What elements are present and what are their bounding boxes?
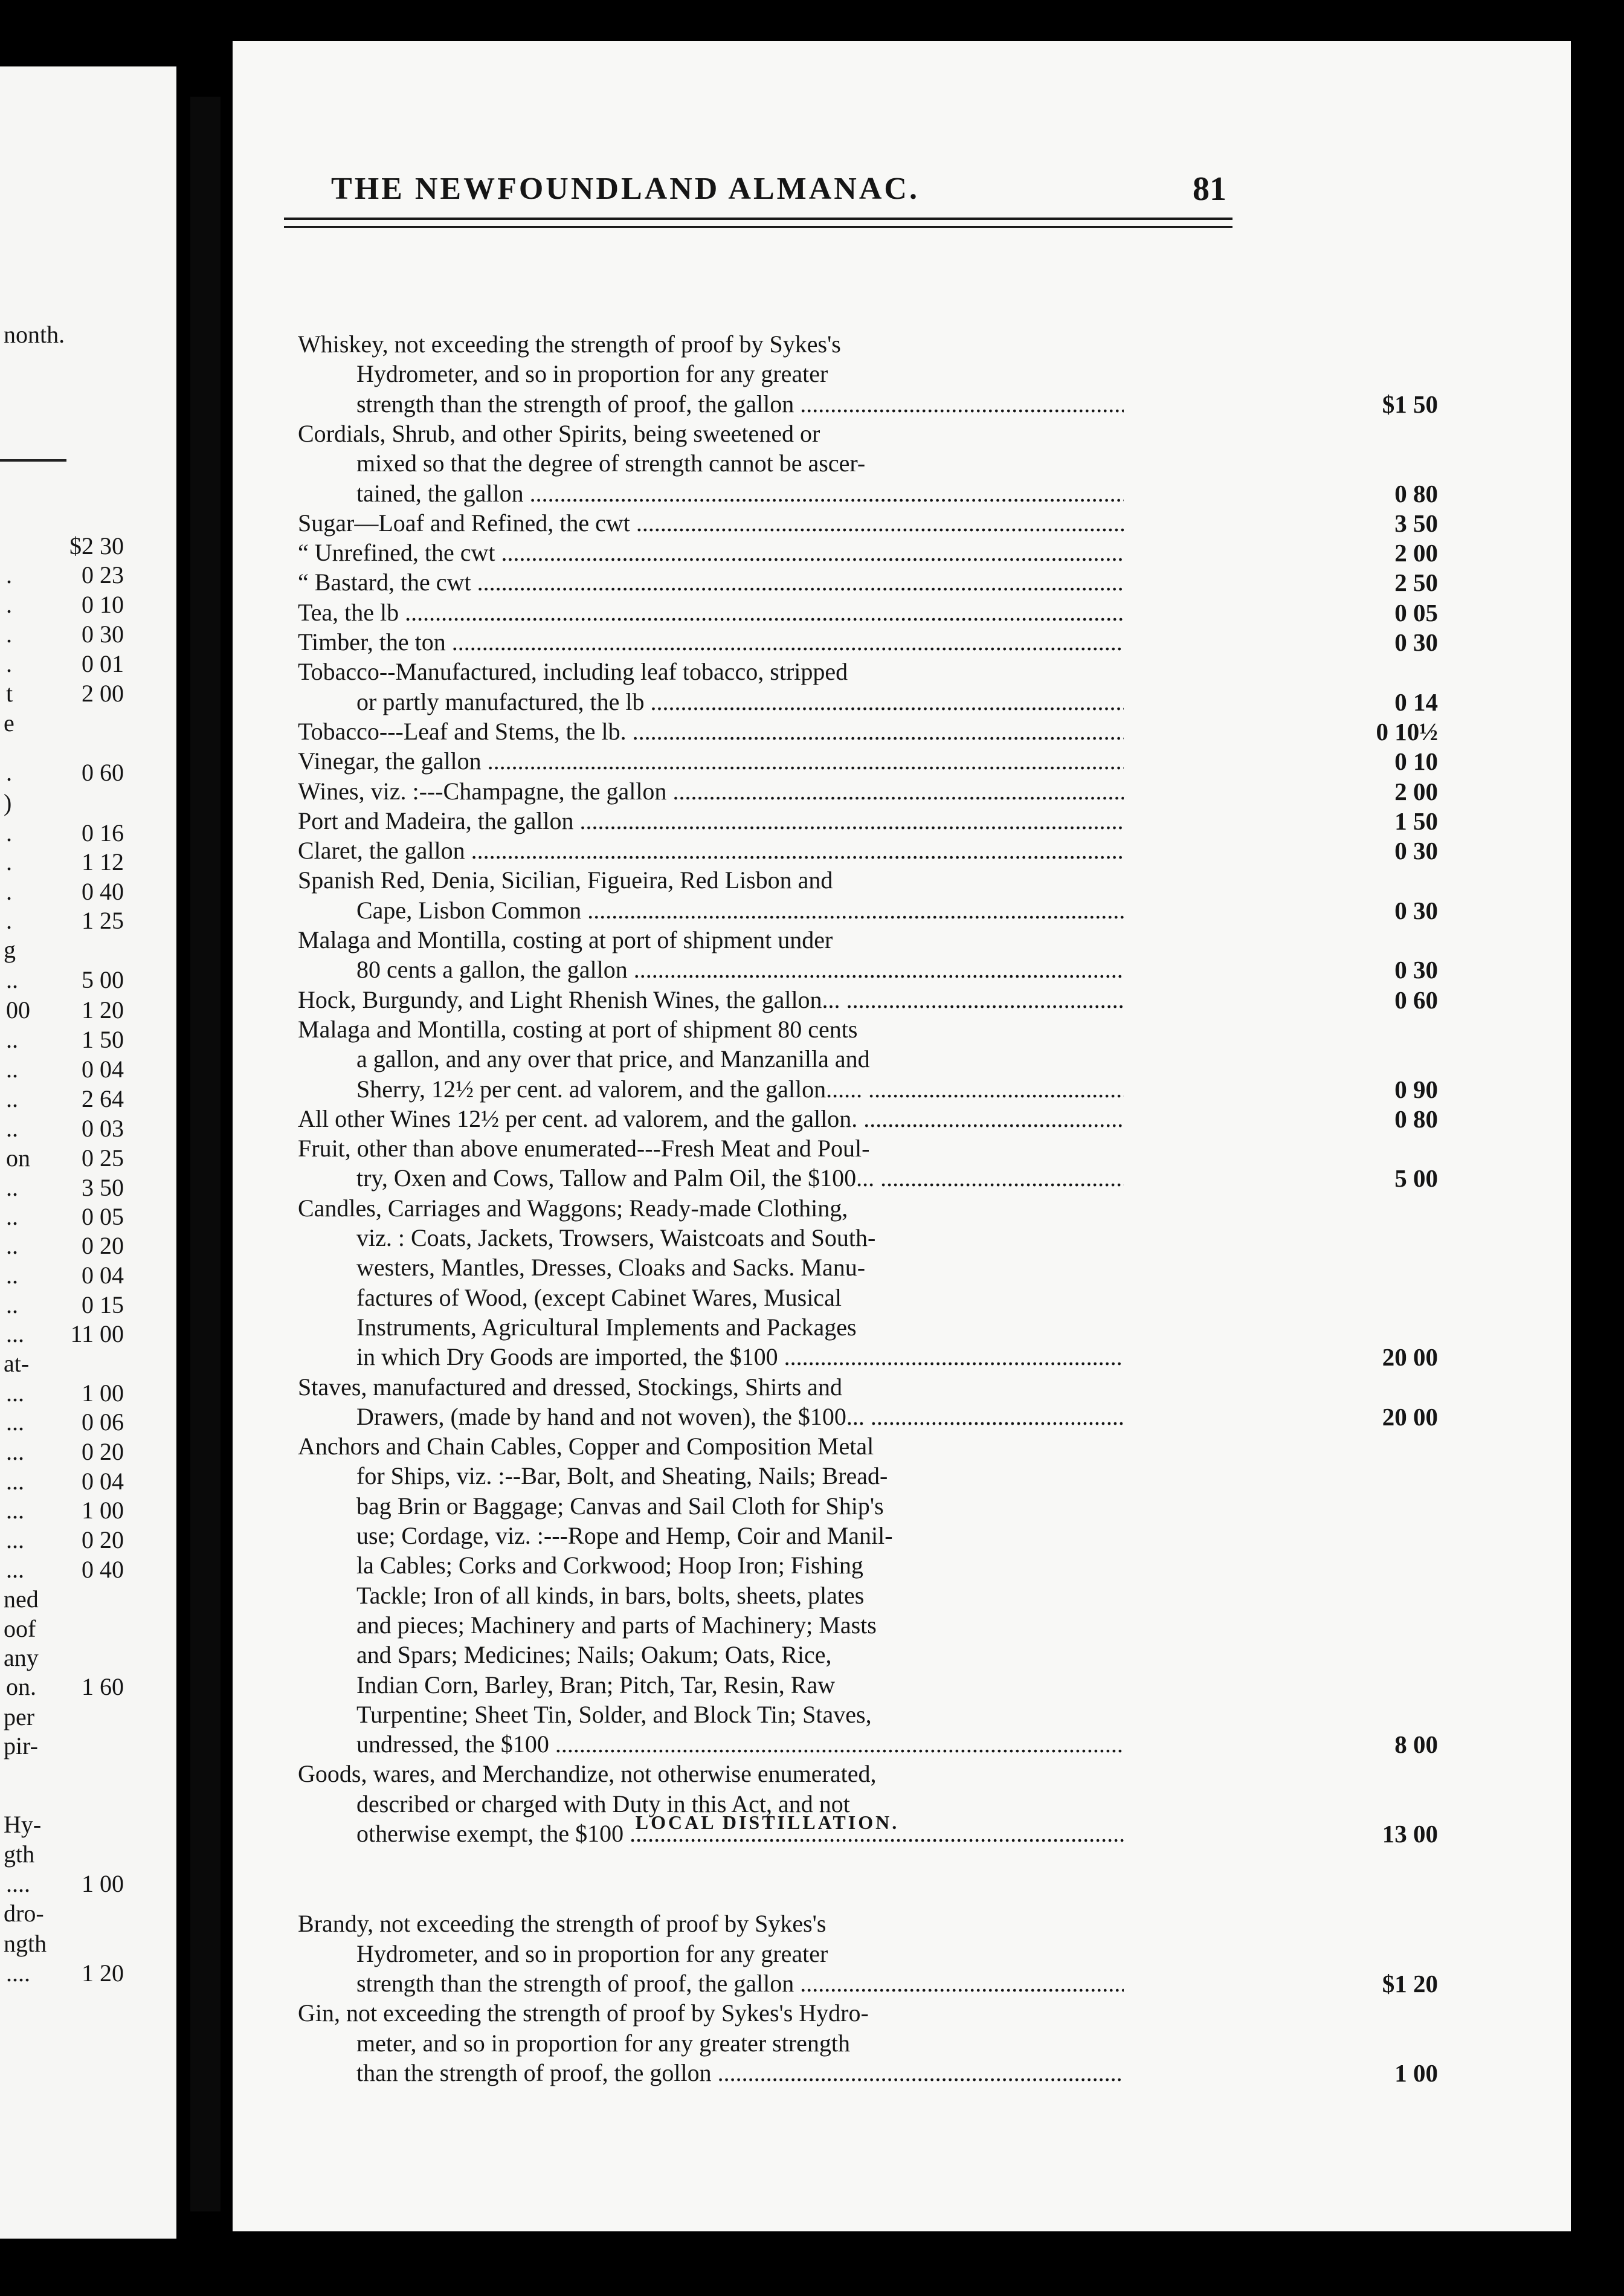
facing-page-text: .. [6, 1203, 18, 1230]
facing-page-text: ... [6, 1497, 24, 1524]
tariff-line [233, 657, 1571, 686]
tariff-line-text: mixed so that the degree of strength cannot be ascer- [356, 450, 866, 477]
tariff-line-text: bag Brin or Baggage; Canvas and Sail Cloth for Ship's [356, 1492, 884, 1520]
facing-page-value: 2 00 [82, 680, 124, 707]
tariff-line-text: Fruit, other than above enumerated---Fresh Meat and Poul- [298, 1135, 870, 1163]
tariff-line-duty: 0 80 [1394, 1104, 1438, 1133]
book-gutter [190, 97, 221, 2211]
tariff-line [233, 2029, 1571, 2058]
tariff-line-text: Staves, manufactured and dressed, Stockings, Shirts and [298, 1373, 842, 1401]
facing-page-value: 0 30 [82, 621, 124, 648]
tariff-line-duty: 13 00 [1382, 1820, 1438, 1848]
tariff-line-text: and pieces; Machinery and parts of Machinery; Masts [356, 1611, 877, 1639]
tariff-line-duty: $1 20 [1382, 1969, 1438, 1998]
facing-page-value: 0 20 [82, 1526, 124, 1553]
tariff-line-text: than the strength of proof, the gollon ..... [356, 2059, 1124, 2088]
tariff-line-text: use; Cordage, viz. :---Rope and Hemp, Coir and Manil- [356, 1522, 893, 1549]
facing-page-text: ... [6, 1408, 24, 1436]
facing-page-rule [0, 459, 66, 462]
tariff-line-text: Sugar—Loaf and Refined, the cwt ..... [298, 509, 1124, 538]
facing-page-text: . [6, 591, 12, 618]
facing-page-text: at- [4, 1350, 30, 1377]
tariff-line [233, 1462, 1571, 1491]
tariff-line-duty: 0 14 [1394, 688, 1438, 716]
facing-page-text: .. [6, 1115, 18, 1142]
tariff-line [233, 479, 1571, 508]
facing-page-value: 1 60 [82, 1673, 124, 1700]
tariff-line-duty: 2 00 [1394, 539, 1438, 567]
tariff-line-duty: 0 30 [1394, 837, 1438, 865]
tariff-line-text: westers, Mantles, Dresses, Cloaks and Sacks. Manu- [356, 1254, 866, 1282]
facing-page-value: 0 16 [82, 819, 124, 846]
tariff-line-text: Cordials, Shrub, and other Spirits, being sweetened or [298, 419, 820, 447]
tariff-line-text: la Cables; Corks and Corkwood; Hoop Iron; Fishing [356, 1552, 863, 1579]
facing-page-value: 1 00 [82, 1870, 124, 1897]
tariff-line-duty: 20 00 [1382, 1402, 1438, 1431]
tariff-line-duty: 0 30 [1394, 896, 1438, 924]
tariff-line-text: Whiskey, not exceeding the strength of proof by Sykes's [298, 331, 841, 358]
facing-page-text: pir- [4, 1732, 38, 1759]
facing-page-value: 0 03 [82, 1115, 124, 1142]
facing-page-text: . [6, 759, 12, 786]
facing-page-value: 2 64 [82, 1085, 124, 1112]
facing-page-text: ... [6, 1438, 24, 1465]
tariff-line [233, 1640, 1571, 1669]
facing-page-value: 0 25 [82, 1144, 124, 1172]
tariff-line-duty: 1 00 [1394, 2059, 1438, 2087]
tariff-line-duty: 0 30 [1394, 956, 1438, 984]
facing-page-text: .. [6, 1085, 18, 1112]
facing-page-text: . [6, 621, 12, 648]
tariff-line-text: meter, and so in proportion for any greater strength [356, 2029, 851, 2057]
tariff-line [233, 1343, 1571, 1372]
page-number: 81 [1193, 170, 1226, 208]
tariff-line-text: tained, the gallon ..... [356, 479, 1124, 508]
tariff-line [233, 1671, 1571, 1700]
facing-page-text: ) [4, 789, 12, 816]
tariff-line-text: or partly manufactured, the lb ..... [356, 688, 1124, 717]
tariff-line-text: Hydrometer, and so in proportion for any greater [356, 360, 828, 388]
facing-page-value: 0 23 [82, 561, 124, 589]
facing-page-value: 0 10 [82, 591, 124, 618]
tariff-line [233, 955, 1571, 984]
facing-page-value: 1 25 [82, 907, 124, 934]
tariff-line-text: “ Bastard, the cwt ..... [298, 568, 1124, 597]
facing-page-value: 0 04 [82, 1056, 124, 1083]
tariff-line [233, 1224, 1571, 1253]
tariff-line [233, 1611, 1571, 1640]
tariff-line-text: a gallon, and any over that price, and Manzanilla and [356, 1045, 870, 1073]
tariff-line-duty: 20 00 [1382, 1343, 1438, 1372]
facing-page-text: .. [6, 966, 18, 993]
tariff-line [233, 449, 1571, 478]
tariff-line [233, 1045, 1571, 1074]
facing-page-value: 0 04 [82, 1468, 124, 1495]
tariff-line-duty: 0 90 [1394, 1075, 1438, 1103]
tariff-line-text: “ Unrefined, the cwt ..... [298, 538, 1124, 567]
tariff-line-duty: 5 00 [1394, 1164, 1438, 1193]
facing-page-value: 0 20 [82, 1232, 124, 1259]
tariff-line [233, 985, 1571, 1014]
facing-page-text: .. [6, 1026, 18, 1053]
facing-page-value: 1 00 [82, 1497, 124, 1524]
tariff-line-text: Spanish Red, Denia, Sicilian, Figueira, Red Lisbon and [298, 866, 833, 894]
tariff-line-text: Sherry, 12½ per cent. ad valorem, and the gallon...... ..... [356, 1075, 1124, 1104]
tariff-line [233, 1313, 1571, 1342]
tariff-line [233, 747, 1571, 776]
tariff-line-text: Anchors and Chain Cables, Copper and Composition Metal [298, 1433, 874, 1460]
facing-page-text: per [4, 1703, 35, 1730]
facing-page-text: . [6, 561, 12, 589]
header-rule [284, 218, 1232, 228]
facing-page-text: . [6, 848, 12, 876]
tariff-line [233, 1164, 1571, 1193]
facing-page-text: t [6, 680, 13, 707]
tariff-line-text: Malaga and Montilla, costing at port of shipment 80 cents [298, 1015, 858, 1043]
tariff-line-duty: 0 10½ [1376, 717, 1438, 746]
facing-page-text: ... [6, 1556, 24, 1583]
facing-page-text: . [6, 650, 12, 677]
facing-page-value: 1 50 [82, 1026, 124, 1053]
tariff-line-text: Timber, the ton ..... [298, 628, 1124, 657]
tariff-line-text: Goods, wares, and Merchandize, not otherwise enumerated, [298, 1760, 877, 1788]
tariff-line [233, 1700, 1571, 1729]
tariff-line-text: Malaga and Montilla, costing at port of shipment under [298, 926, 833, 953]
tariff-line-text: described or charged with Duty in this Act, and not [356, 1790, 850, 1817]
facing-page-value: 0 40 [82, 878, 124, 905]
tariff-line [233, 1402, 1571, 1431]
tariff-line-duty: 0 60 [1394, 985, 1438, 1014]
facing-page-text: ... [6, 1379, 24, 1407]
tariff-line [233, 1790, 1571, 1819]
tariff-line-text: for Ships, viz. :--Bar, Bolt, and Sheating, Nails; Bread- [356, 1462, 888, 1490]
facing-page-text: any [4, 1644, 39, 1671]
tariff-line-duty: 0 10 [1394, 747, 1438, 776]
facing-page-text: 00 [6, 996, 30, 1024]
facing-page-value: 0 05 [82, 1203, 124, 1230]
tariff-line [233, 1373, 1571, 1402]
facing-page-text: .. [6, 1232, 18, 1259]
facing-page-value: 1 12 [82, 848, 124, 876]
tariff-line-text: All other Wines 12½ per cent. ad valorem, and the gallon. ..... [298, 1104, 1124, 1133]
tariff-line-text: Claret, the gallon ..... [298, 836, 1124, 865]
tariff-line-duty: 0 05 [1394, 598, 1438, 627]
facing-page-text: .. [6, 1262, 18, 1289]
facing-page-text: ... [6, 1526, 24, 1553]
facing-page-text: nonth. [4, 321, 65, 348]
facing-page-value: 1 00 [82, 1379, 124, 1407]
facing-page-value: 11 00 [70, 1320, 124, 1347]
tariff-line-text: Tobacco--Manufactured, including leaf tobacco, stripped [298, 658, 848, 686]
tariff-line-text: Instruments, Agricultural Implements and Packages [356, 1313, 857, 1341]
tariff-line [233, 1104, 1571, 1133]
tariff-line-text: Hock, Burgundy, and Light Rhenish Wines, the gallon... ..... [298, 985, 1124, 1014]
tariff-line [233, 688, 1571, 717]
tariff-line-duty: 0 80 [1394, 479, 1438, 508]
facing-page-value: 1 20 [82, 996, 124, 1024]
tariff-line [233, 390, 1571, 419]
facing-page-value: $2 30 [69, 532, 124, 559]
facing-page-value: 5 00 [82, 966, 124, 993]
tariff-line-text: 80 cents a gallon, the gallon ..... [356, 955, 1124, 984]
facing-page-text: .. [6, 1174, 18, 1201]
facing-page-text: .... [6, 1959, 30, 1987]
tariff-line-text: Gin, not exceeding the strength of proof by Sykes's Hydro- [298, 1999, 869, 2027]
tariff-line [233, 836, 1571, 865]
tariff-line-duty: 1 50 [1394, 807, 1438, 835]
tariff-line [233, 1759, 1571, 1788]
facing-page-text: on. [6, 1673, 36, 1700]
tariff-line [233, 1432, 1571, 1461]
tariff-line [233, 1940, 1571, 1969]
facing-page-text: . [6, 907, 12, 934]
facing-page-value: 0 04 [82, 1262, 124, 1289]
facing-page-text: on [6, 1144, 30, 1172]
tariff-line [233, 1194, 1571, 1223]
tariff-line-text: Port and Madeira, the gallon ..... [298, 807, 1124, 836]
tariff-line [233, 1283, 1571, 1312]
tariff-line-text: undressed, the $100 ..... [356, 1730, 1124, 1759]
tariff-line [233, 330, 1571, 359]
facing-page-text: Hy- [4, 1811, 42, 1838]
tariff-line [233, 717, 1571, 746]
tariff-line [233, 1134, 1571, 1163]
facing-page-text: g [4, 936, 16, 963]
facing-page-text: .... [6, 1870, 30, 1897]
tariff-line-text: Vinegar, the gallon ..... [298, 747, 1124, 776]
tariff-line-text: factures of Wood, (except Cabinet Wares, Musical [356, 1283, 842, 1311]
section-heading: LOCAL DISTILLATION. [635, 1811, 900, 1833]
tariff-line-text: strength than the strength of proof, the gallon ..... [356, 390, 1124, 419]
facing-page-value: 0 06 [82, 1408, 124, 1436]
facing-page-value: 0 15 [82, 1291, 124, 1318]
tariff-line-text: strength than the strength of proof, the gallon ..... [356, 1969, 1124, 1998]
facing-page-value: 0 40 [82, 1556, 124, 1583]
tariff-line [233, 1730, 1571, 1759]
tariff-line [233, 1819, 1571, 1848]
tariff-line [233, 1581, 1571, 1610]
tariff-line [233, 926, 1571, 955]
facing-page-text: . [6, 878, 12, 905]
facing-page-text: dro- [4, 1900, 44, 1927]
tariff-line [233, 1969, 1571, 1998]
tariff-line-text: Tea, the lb ..... [298, 598, 1124, 627]
facing-page-value: 1 20 [82, 1959, 124, 1987]
tariff-line [233, 419, 1571, 448]
tariff-line-text: otherwise exempt, the $100 ..... [356, 1819, 1124, 1848]
facing-page-text: .. [6, 1291, 18, 1318]
tariff-line-text: Drawers, (made by hand and not woven), the $100... ..... [356, 1402, 1124, 1431]
tariff-line [233, 777, 1571, 806]
tariff-line-text: and Spars; Medicines; Nails; Oakum; Oats, Rice, [356, 1641, 832, 1669]
tariff-line [233, 1999, 1571, 2028]
tariff-line [233, 2059, 1571, 2088]
tariff-line-text: Indian Corn, Barley, Bran; Pitch, Tar, Resin, Raw [356, 1671, 836, 1698]
tariff-line-text: try, Oxen and Cows, Tallow and Palm Oil, the $100... ..... [356, 1164, 1124, 1193]
tariff-line [233, 1492, 1571, 1521]
tariff-line [233, 628, 1571, 657]
facing-page-text: . [6, 819, 12, 846]
tariff-line-text: viz. : Coats, Jackets, Trowsers, Waistcoats and South- [356, 1224, 876, 1251]
tariff-line-text: Cape, Lisbon Common ..... [356, 896, 1124, 925]
facing-page-text: gth [4, 1840, 35, 1868]
tariff-line-text: Turpentine; Sheet Tin, Solder, and Block Tin; Staves, [356, 1700, 872, 1728]
tariff-line [233, 568, 1571, 597]
tariff-line [233, 598, 1571, 627]
tariff-line-duty: $1 50 [1382, 390, 1438, 418]
tariff-line [233, 1253, 1571, 1282]
facing-page-text: oof [4, 1615, 36, 1642]
facing-page-value: 0 60 [82, 759, 124, 786]
tariff-line [233, 1521, 1571, 1550]
tariff-line-duty: 2 50 [1394, 569, 1438, 597]
facing-page-text: ngth [4, 1930, 47, 1957]
tariff-line-duty: 2 00 [1394, 777, 1438, 805]
running-head: THE NEWFOUNDLAND ALMANAC. [331, 172, 920, 206]
tariff-line [233, 509, 1571, 538]
tariff-line [233, 1015, 1571, 1044]
facing-page-fragment [0, 66, 202, 2239]
facing-page-text: e [4, 709, 14, 737]
tariff-line [233, 866, 1571, 895]
tariff-line [233, 360, 1571, 389]
tariff-line-text: Wines, viz. :---Champagne, the gallon ..... [298, 777, 1124, 806]
tariff-line [233, 1075, 1571, 1104]
facing-page-text: .. [6, 1056, 18, 1083]
tariff-line [233, 807, 1571, 836]
facing-page-text: ... [6, 1320, 24, 1347]
tariff-line-text: Brandy, not exceeding the strength of proof by Sykes's [298, 1910, 826, 1938]
tariff-line-duty: 3 50 [1394, 509, 1438, 537]
facing-page-value: 0 01 [82, 650, 124, 677]
tariff-line [233, 1909, 1571, 1938]
tariff-line-text: Candles, Carriages and Waggons; Ready-made Clothing, [298, 1194, 848, 1222]
tariff-line [233, 538, 1571, 567]
tariff-line-text: Tobacco---Leaf and Stems, the lb. ..... [298, 717, 1124, 746]
tariff-line-duty: 8 00 [1394, 1730, 1438, 1759]
facing-page-text: ned [4, 1585, 39, 1613]
tariff-line [233, 896, 1571, 925]
tariff-line-text: in which Dry Goods are imported, the $100 ..... [356, 1343, 1124, 1372]
facing-page-value: 0 20 [82, 1438, 124, 1465]
tariff-line-text: Tackle; Iron of all kinds, in bars, bolts, sheets, plates [356, 1581, 865, 1609]
facing-page-text: ... [6, 1468, 24, 1495]
tariff-line [233, 1551, 1571, 1580]
tariff-line-text: Hydrometer, and so in proportion for any greater [356, 1940, 828, 1967]
facing-page-value: 3 50 [82, 1174, 124, 1201]
tariff-line-duty: 0 30 [1394, 628, 1438, 656]
